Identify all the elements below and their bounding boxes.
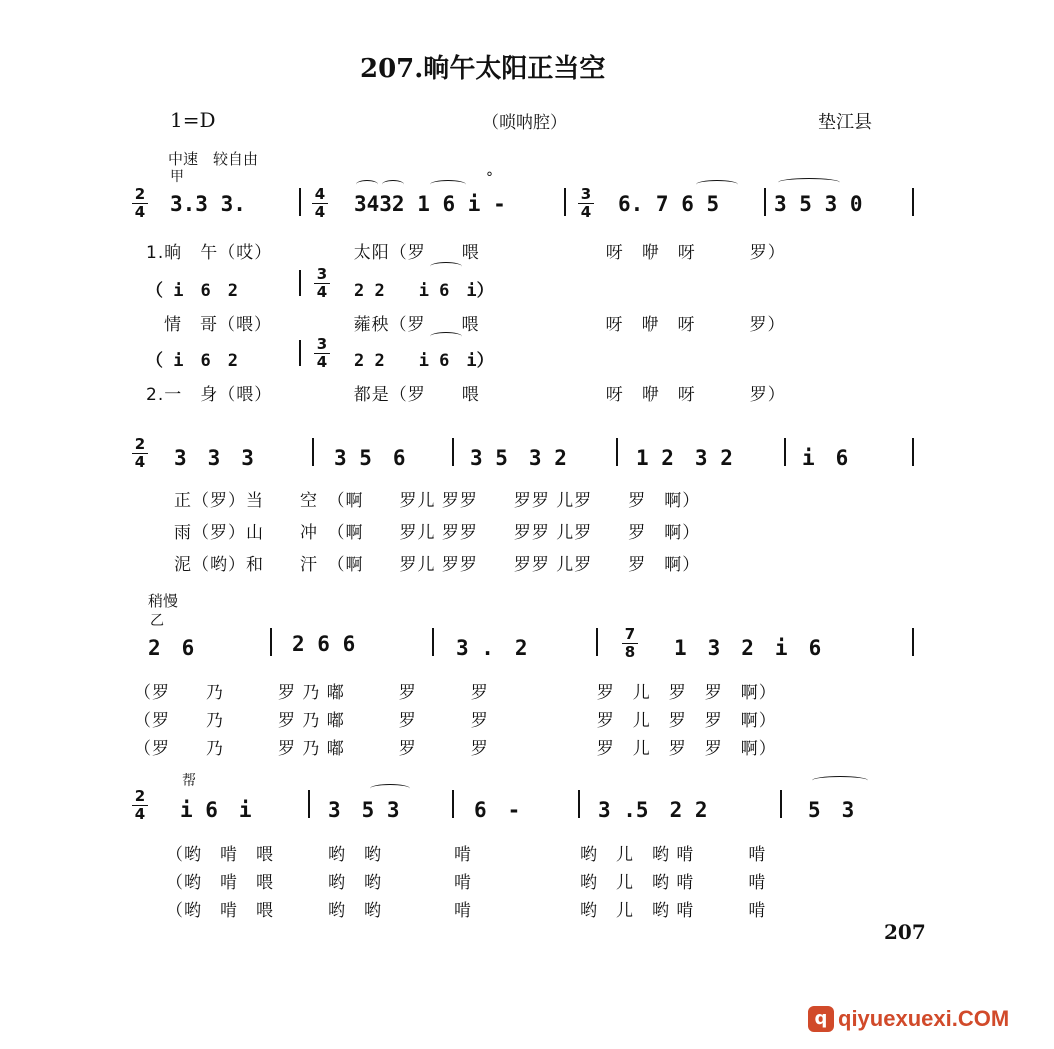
song-title: 207.晌午太阳正当空 xyxy=(360,54,606,84)
notes-variant: （ i 6 2 xyxy=(146,351,238,371)
slur xyxy=(356,180,378,189)
lyric-line: 泥（哟）和 汗 （啊 罗儿 罗罗 罗罗 儿罗 罗 啊） xyxy=(174,555,701,575)
slur xyxy=(778,178,840,187)
bar-line xyxy=(912,188,914,216)
bar-line xyxy=(312,438,314,466)
lyric-line: （哟 啃 喂 哟 哟 啃 哟 儿 哟 啃 啃 xyxy=(166,873,767,893)
lyric-line: 2.一 身（喂） 都是（罗 喂 呀 咿 呀 罗） xyxy=(146,385,786,405)
lyric-line: 1.晌 午（哎） 太阳（罗 喂 呀 咿 呀 罗） xyxy=(146,243,786,263)
bar-line xyxy=(780,790,782,818)
notes-variant: 2 2 i 6 i） xyxy=(354,351,494,371)
notes-variant: 2 2 i 6 i） xyxy=(354,281,494,301)
tempo-marking: 稍慢 xyxy=(148,592,179,610)
page-number: 207 xyxy=(884,920,926,944)
slur xyxy=(370,784,410,793)
lyric-line: 正（罗）当 空 （啊 罗儿 罗罗 罗罗 儿罗 罗 啊） xyxy=(174,491,701,511)
lyric-line: 情 哥（喂） 蕹秧（罗 喂 呀 咿 呀 罗） xyxy=(146,315,786,335)
notes-measure: 3432 1 6 i - xyxy=(354,192,506,216)
notes-measure: 1 2 3 2 xyxy=(636,446,733,470)
bar-line xyxy=(308,790,310,818)
bar-line xyxy=(452,438,454,466)
bar-line xyxy=(299,188,301,216)
bar-line xyxy=(912,628,914,656)
slur xyxy=(430,180,466,189)
section-marker-b: 乙 xyxy=(150,613,164,629)
tempo-marking: 中速 较自由 xyxy=(168,150,259,168)
lyric-line: （罗 乃 罗 乃 嘟 罗 罗 罗 儿 罗 罗 啊） xyxy=(134,739,777,759)
notes-measure: 3 5 6 xyxy=(334,446,406,470)
notes-measure: 2 6 6 xyxy=(292,632,356,656)
bar-line xyxy=(299,340,301,366)
time-signature: 2 4 xyxy=(132,436,148,471)
lyric-line: （罗 乃 罗 乃 嘟 罗 罗 罗 儿 罗 罗 啊） xyxy=(134,711,777,731)
slur xyxy=(430,332,462,341)
notes-variant: （ i 6 2 xyxy=(146,281,238,301)
notes-measure: 3 5 3 xyxy=(328,798,400,822)
style-label: （唢呐腔） xyxy=(482,113,567,133)
bar-line xyxy=(299,270,301,296)
time-signature: 7 8 xyxy=(622,626,638,661)
time-signature: 3 4 xyxy=(578,186,594,221)
fermata-icon: ° xyxy=(486,170,493,186)
bar-line xyxy=(270,628,272,656)
time-signature: 4 4 xyxy=(312,186,328,221)
notes-measure: i 6 xyxy=(802,446,849,470)
bar-line xyxy=(596,628,598,656)
bar-line xyxy=(564,188,566,216)
bar-line xyxy=(912,438,914,466)
section-marker-chorus: 帮 xyxy=(182,773,196,789)
notes-measure: 3 3 3 xyxy=(174,446,254,470)
notes-measure: 3 . 2 xyxy=(456,636,528,660)
slur xyxy=(382,180,404,189)
bar-line xyxy=(578,790,580,818)
watermark: qiyuexuexi.COM xyxy=(838,1006,1010,1031)
bar-line xyxy=(452,790,454,818)
slur xyxy=(430,262,462,271)
slur xyxy=(812,776,868,785)
bar-line xyxy=(616,438,618,466)
time-signature: 2 4 xyxy=(132,788,148,823)
county-label: 垫江县 xyxy=(818,112,872,133)
notes-measure: 2 6 xyxy=(148,636,195,660)
lyric-line: （罗 乃 罗 乃 嘟 罗 罗 罗 儿 罗 罗 啊） xyxy=(134,683,777,703)
notes-measure: 3.3 3. xyxy=(170,192,246,216)
notes-measure: 6. 7 6 5 xyxy=(618,192,720,216)
notes-measure: 3 5 3 2 xyxy=(470,446,567,470)
notes-measure: 1 3 2 i 6 xyxy=(674,636,822,660)
lyric-line: （哟 啃 喂 哟 哟 啃 哟 儿 哟 啃 啃 xyxy=(166,845,767,865)
bar-line xyxy=(432,628,434,656)
key-signature: 1=D xyxy=(170,108,216,132)
notes-measure: 5 3 xyxy=(808,798,855,822)
lyric-line: （哟 啃 喂 哟 哟 啃 哟 儿 哟 啃 啃 xyxy=(166,901,767,921)
time-signature: 3 4 xyxy=(314,266,330,301)
time-signature: 2 4 xyxy=(132,186,148,221)
slur xyxy=(696,180,738,189)
bar-line xyxy=(784,438,786,466)
section-marker-a: 甲 xyxy=(170,169,184,185)
notes-measure: 6 - xyxy=(474,798,521,822)
time-signature: 3 4 xyxy=(314,336,330,371)
bar-line xyxy=(764,188,766,216)
lyric-line: 雨（罗）山 冲 （啊 罗儿 罗罗 罗罗 儿罗 罗 啊） xyxy=(174,523,701,543)
watermark-logo-icon: q xyxy=(808,1006,834,1032)
notes-measure: 3 5 3 0 xyxy=(774,192,863,216)
notes-measure: i 6 i xyxy=(180,798,252,822)
notes-measure: 3 .5 2 2 xyxy=(598,798,708,822)
